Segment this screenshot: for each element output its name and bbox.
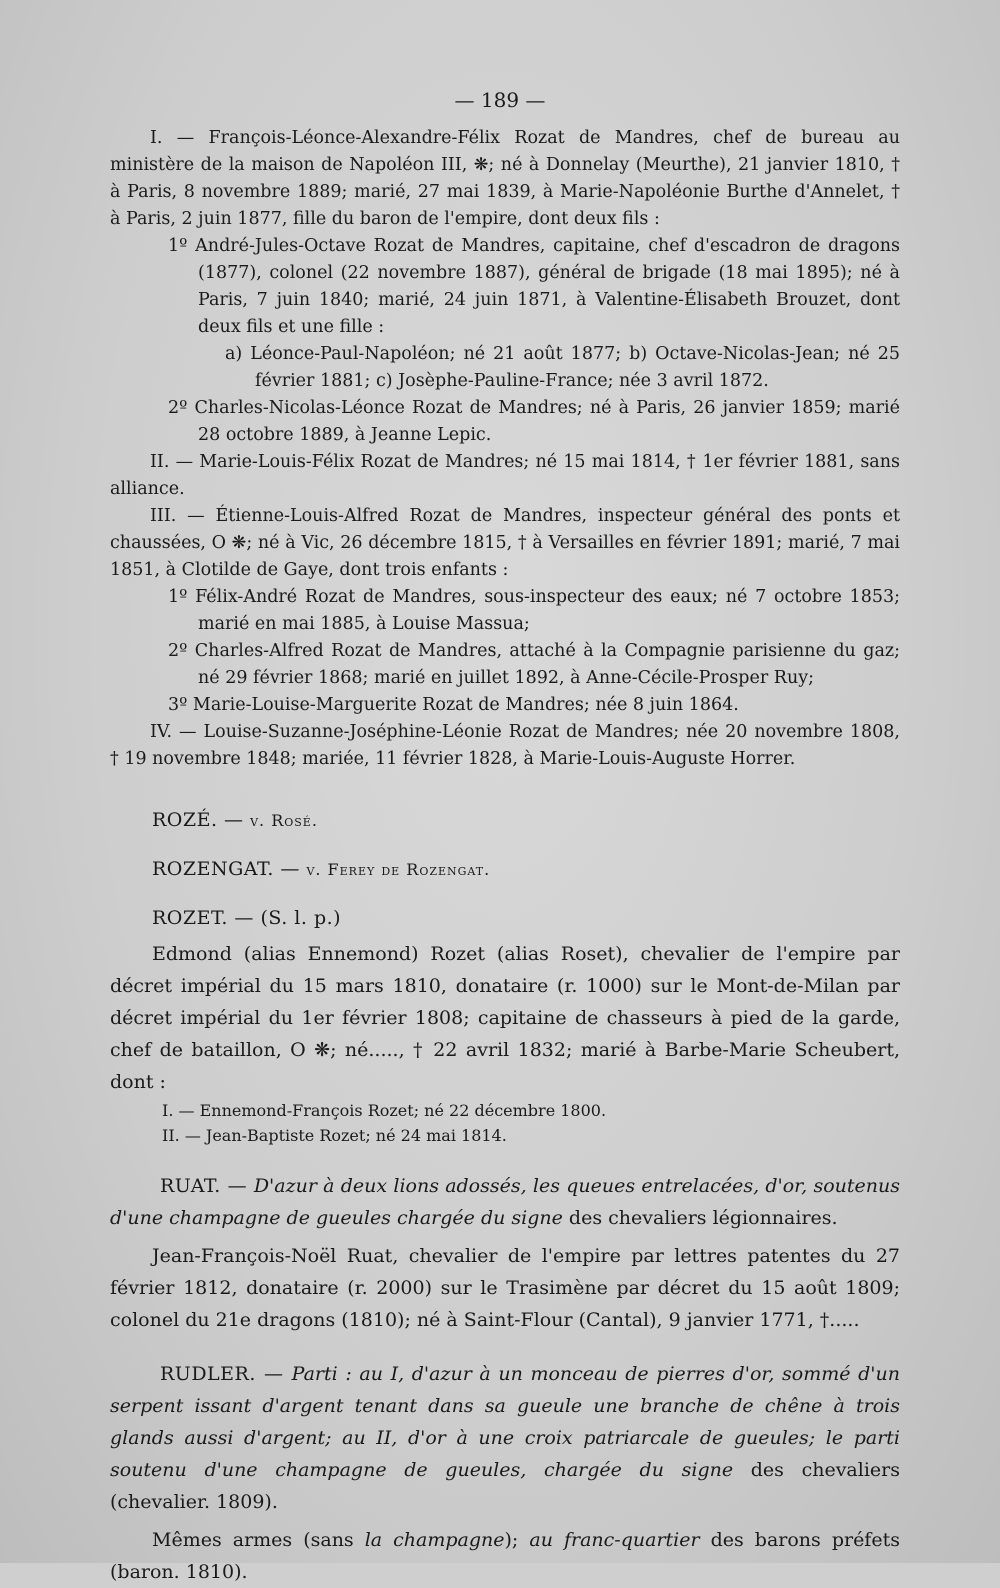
rudler-arms-b: la champagne [364, 1529, 505, 1551]
rozet-text: Edmond (alias Ennemond) Rozet (alias Roset), chevalier de l'empire par décret impérial du 15 mars 1810, donataire (r. 1000) sur le Mont-de-Milan par décret impérial du 1er février 1808; capitaine de chasseurs à pied de la garde, chef de bataillon, O ❋; né....., † 22 avril 1832; marié à Barbe-Marie Scheubert, dont : [110, 943, 900, 1093]
rozengat-name: ROZENGAT. — [152, 858, 307, 880]
rozet-child-1: I. — Ennemond-François Rozet; né 22 décembre 1800. [162, 1101, 607, 1120]
roze-reference: v. Rosé. [250, 811, 318, 830]
rozet-heading: ROZET. — (S. l. p.) [152, 907, 342, 929]
rozat-entry-3-child-1: 1º Félix-André Rozat de Mandres, sous-inspecteur des eaux; né 7 octobre 1853; marié en mai 1885, à Louise Massua; [168, 587, 900, 634]
rozet-child-2: II. — Jean-Baptiste Rozet; né 24 mai 1814. [162, 1126, 507, 1145]
rudler-arms-c: ); [504, 1529, 530, 1551]
rudler-arms-d: au franc-quartier [529, 1529, 700, 1551]
rozat-entry-4: IV. — Louise-Suzanne-Joséphine-Léonie Rozat de Mandres; née 20 novembre 1808, † 19 novembre 1848; mariée, 11 février 1828, à Marie-Louis-Auguste Horrer. [110, 722, 900, 769]
page-number: — 189 — [454, 88, 546, 112]
rudler-blazon [110, 1358, 900, 1518]
rozengat-heading [152, 856, 900, 883]
rudler-arms-tail: des chevaliers (chevalier. 1809). [110, 1459, 900, 1513]
rozat-entry-1-child-2: 2º Charles-Nicolas-Léonce Rozat de Mandres; né à Paris, 26 janvier 1859; marié 28 octobre 1889, à Jeanne Lepic. [168, 398, 900, 445]
rudler-text [110, 1524, 900, 1588]
page-body [110, 125, 900, 1588]
rudler-name: RUDLER. — [160, 1363, 292, 1385]
roze-heading [152, 807, 900, 834]
ruat-text: Jean-François-Noël Ruat, chevalier de l'empire par lettres patentes du 27 février 1812, donataire (r. 2000) sur le Trasimène par décret du 15 août 1809; colonel du 21e dragons (1810); né à Saint-Flour (Cantal), 9 janvier 1771, †..... [110, 1245, 900, 1331]
ruat-name: RUAT. — [160, 1175, 254, 1197]
rozengat-reference: v. Ferey de Rozengat. [306, 860, 491, 879]
rozat-entry-3-child-3: 3º Marie-Louise-Marguerite Rozat de Mandres; née 8 juin 1864. [168, 695, 739, 715]
rudler-arms-e: des barons préfets (baron. 1810). [110, 1529, 900, 1583]
rozat-entry-1-child-1: 1º André-Jules-Octave Rozat de Mandres, capitaine, chef d'escadron de dragons (1877), colonel (22 novembre 1887), général de brigade (18 mai 1895); né à Paris, 7 juin 1840; marié, 24 juin 1871, à Valentine-Élisabeth Brouzet, dont deux fils et une fille : [168, 236, 900, 337]
rozat-entry-1-grandchildren: a) Léonce-Paul-Napoléon; né 21 août 1877; b) Octave-Nicolas-Jean; né 25 février 1881; c) Josèphe-Pauline-France; née 3 avril 1872. [225, 344, 900, 391]
rozat-entry-3: III. — Étienne-Louis-Alfred Rozat de Mandres, inspecteur général des ponts et chaussées, O ❋; né à Vic, 26 décembre 1815, † à Versailles en février 1891; marié, 7 mai 1851, à Clotilde de Gaye, dont trois enfants : [110, 506, 900, 580]
ruat-arms: D'azur à deux lions adossés, les queues entrelacées, d'or, soutenus d'une champagne de gueules chargée du signe [110, 1175, 900, 1229]
roze-name: ROZÉ. — [152, 809, 251, 831]
rozat-entry-2: II. — Marie-Louis-Félix Rozat de Mandres; né 15 mai 1814, † 1er février 1881, sans alliance. [110, 452, 900, 499]
rudler-arms: Parti : au I, d'azur à un monceau de pierres d'or, sommé d'un serpent issant d'argent tenant dans sa gueule une branche de chêne à trois glands aussi d'argent; au II, d'or à une croix patriarcale de gueules; le parti soutenu d'une champagne de gueules, chargée du signe [110, 1363, 901, 1481]
rozat-entry-1: I. — François-Léonce-Alexandre-Félix Rozat de Mandres, chef de bureau au ministère de la maison de Napoléon III, ❋; né à Donnelay (Meurthe), 21 janvier 1810, † à Paris, 8 novembre 1889; marié, 27 mai 1839, à Marie-Napoléonie Burthe d'Annelet, † à Paris, 2 juin 1877, fille du baron de l'empire, dont deux fils : [110, 128, 900, 229]
ruat-arms-tail: des chevaliers légionnaires. [562, 1207, 838, 1229]
ruat-blazon [110, 1170, 900, 1234]
rozat-entry-3-child-2: 2º Charles-Alfred Rozat de Mandres, attaché à la Compagnie parisienne du gaz; né 29 février 1868; marié en juillet 1892, à Anne-Cécile-Prosper Ruy; [168, 641, 900, 688]
rudler-arms-a: Mêmes armes (sans [152, 1529, 365, 1551]
